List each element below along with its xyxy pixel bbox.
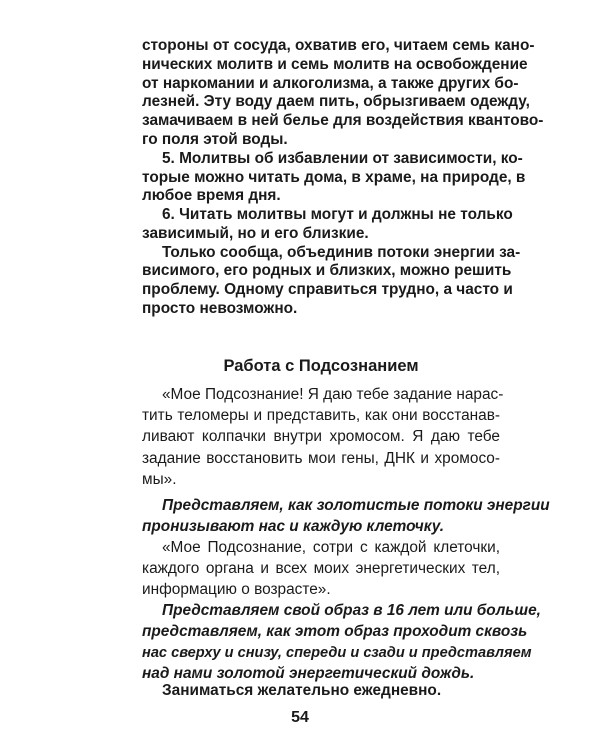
paragraph-line: Только сообща, объединив потоки энергии за- [162,244,521,261]
list-item-5-line: 5. Молитвы об избавлении от зависимости, ко- [162,150,523,167]
quote-line: «Мое Подсознание! Я даю тебе задание нарас- [162,386,504,403]
paragraph-line: стороны от сосуда, охватив его, читаем семь кано- [142,37,535,54]
closing-line: Заниматься желательно ежедневно. [162,682,442,699]
paragraph-line: просто невозможно. [142,300,298,317]
visualization-line: нас сверху и снизу, спереди и сзади и представляем [142,645,532,661]
page-number: 54 [291,709,309,726]
paragraph-line: нических молитв и семь молитв на освобождение [142,56,528,73]
visualization-line: Представляем, как золотистые потоки энергии [162,497,550,514]
list-item-6-line: 6. Читать молитвы могут и должны не только [162,206,513,223]
paragraph-line: от наркомании и алкоголизма, а также других бо- [142,75,519,92]
list-item-5-line: любое время дня. [142,187,281,204]
section-heading: Работа с Подсознанием [223,357,419,375]
quote-line: каждого органа и всех моих энергетических тел, [142,560,500,577]
visualization-line: представляем, как этот образ проходит сквозь [142,623,528,640]
visualization-line: Представляем свой образ в 16 лет или больше, [162,602,541,619]
visualization-line: над нами золотой энергетический дождь. [142,665,475,682]
paragraph-line: лезней. Эту воду даем пить, обрызгиваем одежду, [142,93,530,110]
quote-line: мы». [142,471,177,488]
quote-line: ливают колпачки внутри хромосом. Я даю тебе [142,428,500,445]
paragraph-line: го поля этой воды. [142,131,288,148]
quote-line: тить теломеры и представить, как они восстанав- [142,407,500,424]
quote-line: задание восстановить мои гены, ДНК и хромосо- [142,450,500,467]
list-item-6-line: зависимый, но и его близкие. [142,225,369,242]
quote-line: информацию о возрасте». [142,581,331,598]
visualization-line: пронизывают нас и каждую клеточку. [142,518,444,535]
paragraph-line: проблему. Одному справиться трудно, а часто и [142,281,513,298]
paragraph-line: замачиваем в ней белье для воздействия квантово- [142,112,544,129]
list-item-5-line: торые можно читать дома, в храме, на природе, в [142,169,526,186]
paragraph-line: висимого, его родных и близких, можно решить [142,262,512,279]
quote-line: «Мое Подсознание, сотри с каждой клеточки, [162,539,500,556]
